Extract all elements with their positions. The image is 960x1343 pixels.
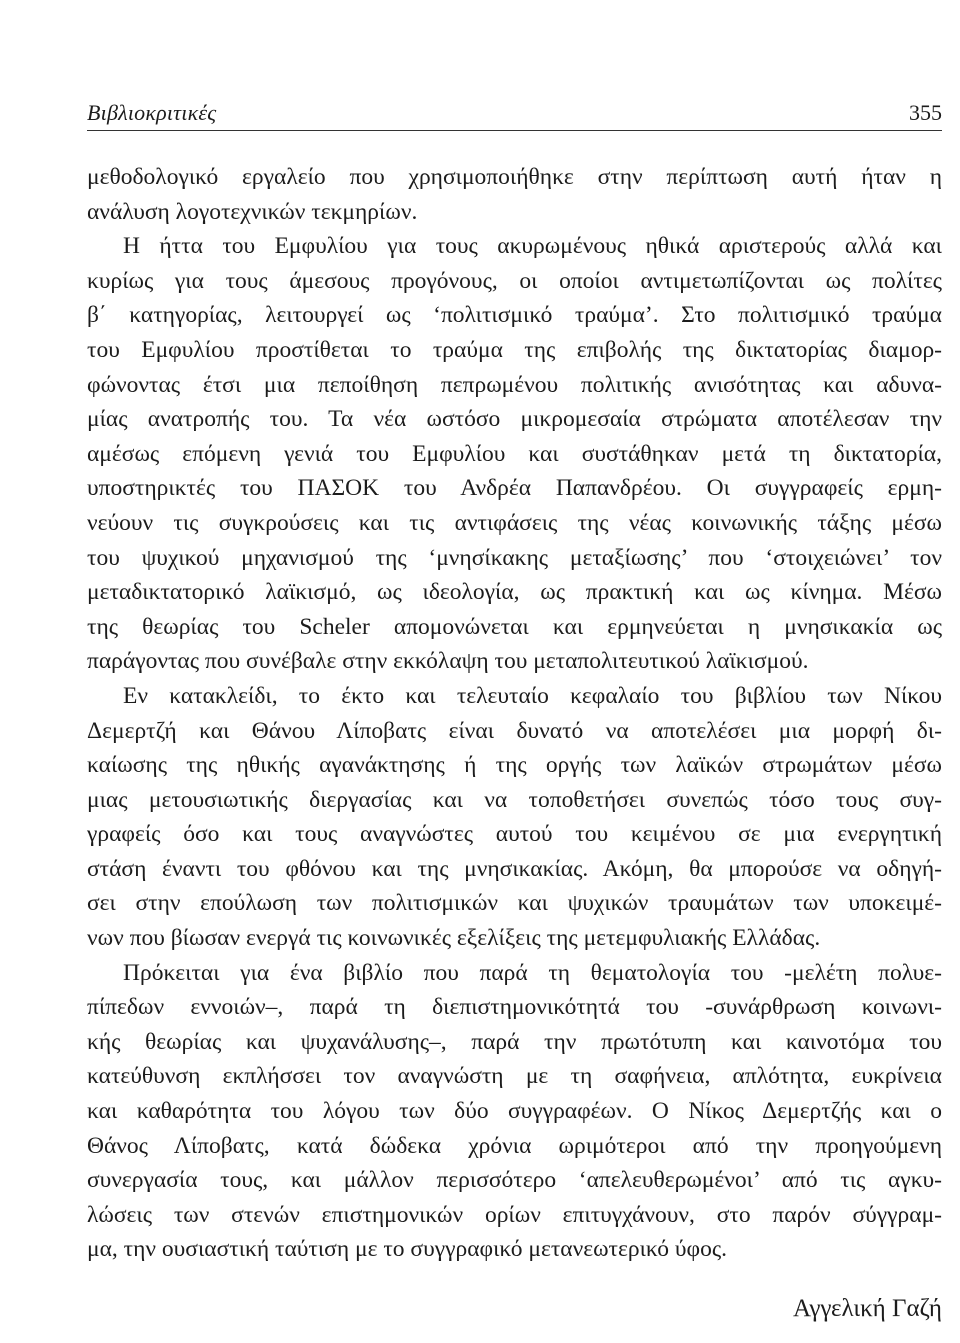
text-line: Εν κατακλείδι, το έκτο και τελευταίο κεφαλαίο του βιβλίου των Νίκου — [123, 682, 942, 709]
text-line: μίας ανατροπής του. Τα νέα ωστόσο μικρομεσαία στρώματα αποτέλεσαν την — [87, 406, 942, 433]
text-line: του ψυχικού μηχανισμού της ‘μνησίκακης μεταξίωσης’ που ‘στοιχειώνει’ τον — [87, 544, 942, 571]
text-line: γραφείς όσο και τους αναγνώστες αυτού του κειμένου σε μια ενεργητική — [87, 821, 942, 848]
text-line: στάση έναντι του φθόνου και της μνησικακίας. Ακόμη, θα μπορούσε να οδηγή- — [87, 855, 942, 882]
text-line: συνεργασία τους, και μάλλον περισσότερο ‘απελευθερωμένοι’ από τις αγκυ- — [87, 1167, 942, 1194]
text-line: μεθοδολογικό εργαλείο που χρησιμοποιήθηκε στην περίπτωση αυτή ήταν η — [87, 164, 942, 190]
text-line: νων που βίωσαν ενεργά τις κοινωνικές εξελίξεις της μετεμφυλιακής Ελλάδας. — [87, 925, 821, 952]
text-line: αμέσως επόμενη γενιά του Εμφυλίου και συστάθηκαν μετά τη δικτατορία, — [87, 440, 942, 467]
text-line: σει στην επούλωση των πολιτισμικών και ψυχικών τραυμάτων των υποκειμέ- — [87, 890, 942, 917]
running-header — [87, 100, 942, 131]
text-line: παράγοντας που συνέβαλε στην εκκόλαψη του μεταπολιτευτικού λαϊκισμού. — [87, 648, 809, 675]
text-line: ανάλυση λογοτεχνικών τεκμηρίων. — [87, 198, 418, 225]
text-line: μιας μετουσιωτικής διεργασίας και να τοποθετήσει συνεπώς τόσο τους συγ- — [87, 786, 942, 813]
text-line: Πρόκειται για ένα βιβλίο που παρά τη θεματολογία του -μελέτη πολυε- — [123, 959, 942, 986]
text-line: Δεμερτζή και Θάνου Λίποβατς είναι δυνατό να αποτελέσει μια μορφή δι- — [87, 717, 942, 744]
page-number: 355 — [909, 100, 942, 125]
text-line: κυρίως για τους άμεσους προγόνους, οι οποίοι αντιμετωπίζονται ως πολίτες — [87, 267, 942, 294]
text-line: υποστηρικτές του ΠΑΣΟΚ του Ανδρέα Παπανδρέου. Οι συγγραφείς ερμη- — [87, 475, 942, 502]
text-line: πίπεδων εννοιών–, παρά τη διεπιστημονικότητά του -συνάρθρωση κοινωνι- — [87, 994, 942, 1021]
text-line: μα, την ουσιαστική ταύτιση με το συγγραφικό μετανεωτερικό ύφος. — [87, 1236, 727, 1263]
text-line: μεταδικτατορικό λαϊκισμό, ως ιδεολογία, ως πρακτική και ως κίνημα. Μέσω — [87, 579, 942, 606]
text-line: Η ήττα του Εμφυλίου για τους ακυρωμένους ηθικά αριστερούς αλλά και — [123, 233, 942, 260]
review-body-text — [87, 160, 942, 1267]
text-line: Θάνος Λίποβατς, κατά δώδεκα χρόνια ωριμότεροι από την προηγούμενη — [87, 1132, 942, 1159]
text-line: κής θεωρίας και ψυχανάλυσης–, παρά την πρωτότυπη και καινοτόμα του — [87, 1028, 942, 1055]
text-line: β΄ κατηγορίας, λειτουργεί ως ‘πολιτισμικό τραύμα’. Στο πολιτισμικό τραύμα — [87, 302, 942, 329]
text-line: φώνοντας έτσι μια πεποίθηση πεπρωμένου πολιτικής ανισότητας και αδυνα- — [87, 371, 942, 398]
text-line: νεύουν τις συγκρούσεις και τις αντιφάσεις της νέας κοινωνικής τάξης μέσω — [87, 509, 942, 536]
text-line: του Εμφυλίου προστίθεται το τραύμα της επιβολής της δικτατορίας διαμορ- — [87, 336, 942, 363]
author-signature: Αγγελική Γαζή — [793, 1295, 942, 1322]
text-line: κατεύθυνση εκπλήσσει τον αναγνώστη με τη σαφήνεια, απλότητα, ευκρίνεια — [87, 1063, 942, 1090]
text-line: της θεωρίας του Scheler απομονώνεται και ερμηνεύεται η μνησικακία ως — [87, 613, 942, 640]
running-title: Βιβλιοκριτικές — [87, 100, 217, 125]
text-line: λώσεις των στενών επιστημονικών ορίων επιτυγχάνουν, στο παρόν σύγγραμ- — [87, 1201, 942, 1228]
text-line: και καθαρότητα του λόγου των δύο συγγραφέων. Ο Νίκος Δεμερτζής και ο — [87, 1098, 942, 1125]
text-line: καίωσης της ηθικής αγανάκτησης ή της οργής των λαϊκών στρωμάτων μέσω — [87, 752, 942, 779]
